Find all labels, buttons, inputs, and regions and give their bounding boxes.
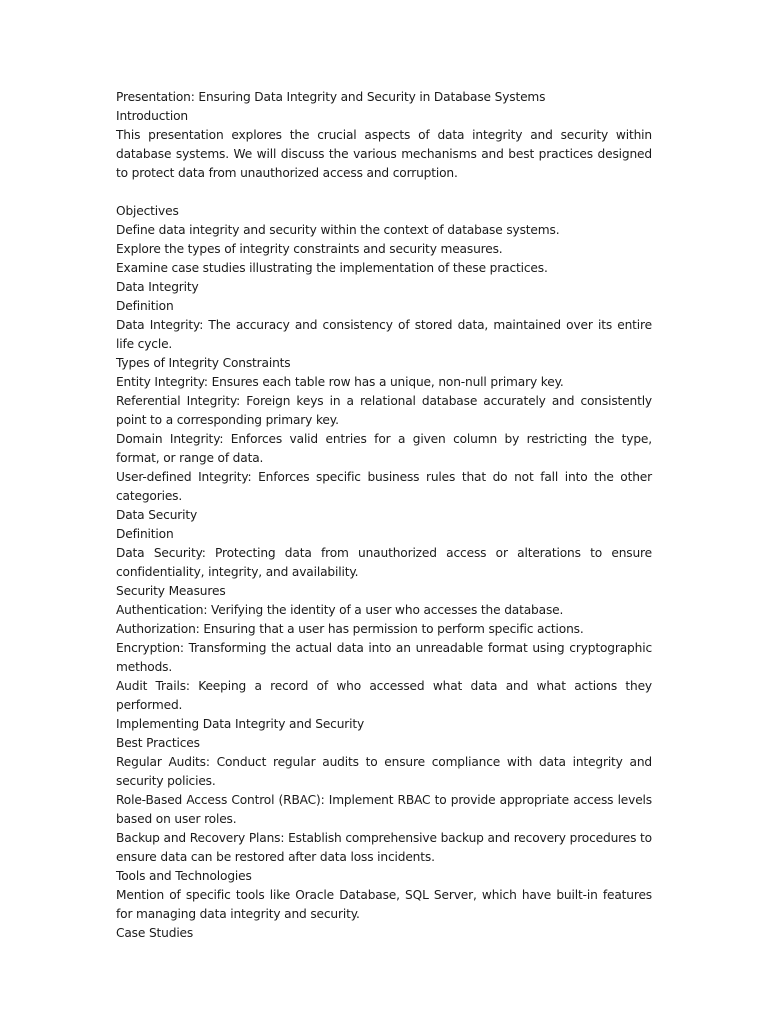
best-practices-heading: Best Practices <box>116 736 200 750</box>
security-measure-item: Authorization: Ensuring that a user has permission to perform specific actions. <box>116 622 584 636</box>
objective-item: Examine case studies illustrating the implementation of these practices. <box>116 261 548 275</box>
constraints-heading: Types of Integrity Constraints <box>116 356 291 370</box>
constraint-item: Entity Integrity: Ensures each table row has a unique, non-null primary key. <box>116 375 564 389</box>
best-practice-item: Backup and Recovery Plans: Establish comprehensive backup and recovery procedures to ensure data can be restored after data loss incidents. <box>116 831 652 864</box>
best-practice-item: Regular Audits: Conduct regular audits to ensure compliance with data integrity and security policies. <box>116 755 652 788</box>
security-measure-item: Audit Trails: Keeping a record of who accessed what data and what actions they performed. <box>116 679 652 712</box>
data-integrity-heading: Data Integrity <box>116 280 199 294</box>
case-studies-heading: Case Studies <box>116 926 194 940</box>
security-measure-item: Encryption: Transforming the actual data into an unreadable format using cryptographic methods. <box>116 641 652 674</box>
document-page <box>116 88 652 943</box>
constraint-item: Referential Integrity: Foreign keys in a relational database accurately and consistently point to a corresponding primary key. <box>116 394 652 427</box>
security-measures-heading: Security Measures <box>116 584 226 598</box>
security-measure-item: Authentication: Verifying the identity of a user who accesses the database. <box>116 603 564 617</box>
tools-heading: Tools and Technologies <box>116 869 252 883</box>
implementing-heading: Implementing Data Integrity and Security <box>116 717 365 731</box>
data-integrity-definition: Data Integrity: The accuracy and consistency of stored data, maintained over its entire life cycle. <box>116 318 652 351</box>
data-integrity-definition-heading: Definition <box>116 299 174 313</box>
tools-paragraph: Mention of specific tools like Oracle Database, SQL Server, which have built-in features for managing data integrity and security. <box>116 888 652 921</box>
data-security-definition-heading: Definition <box>116 527 174 541</box>
introduction-paragraph: This presentation explores the crucial aspects of data integrity and security within database systems. We will discuss the various mechanisms and best practices designed to protect data from unauthorized access and corruption. <box>116 128 652 180</box>
constraint-item: User-defined Integrity: Enforces specific business rules that do not fall into the other categories. <box>116 470 652 503</box>
spacer <box>116 183 652 202</box>
objective-item: Define data integrity and security within the context of database systems. <box>116 223 560 237</box>
data-security-heading: Data Security <box>116 508 198 522</box>
document-title: Presentation: Ensuring Data Integrity and Security in Database Systems <box>116 90 546 104</box>
data-security-definition: Data Security: Protecting data from unauthorized access or alterations to ensure confidentiality, integrity, and availability. <box>116 546 652 579</box>
constraint-item: Domain Integrity: Enforces valid entries for a given column by restricting the type, format, or range of data. <box>116 432 652 465</box>
objective-item: Explore the types of integrity constraints and security measures. <box>116 242 503 256</box>
introduction-heading: Introduction <box>116 109 189 123</box>
best-practice-item: Role-Based Access Control (RBAC): Implement RBAC to provide appropriate access levels based on user roles. <box>116 793 652 826</box>
objectives-heading: Objectives <box>116 204 179 218</box>
